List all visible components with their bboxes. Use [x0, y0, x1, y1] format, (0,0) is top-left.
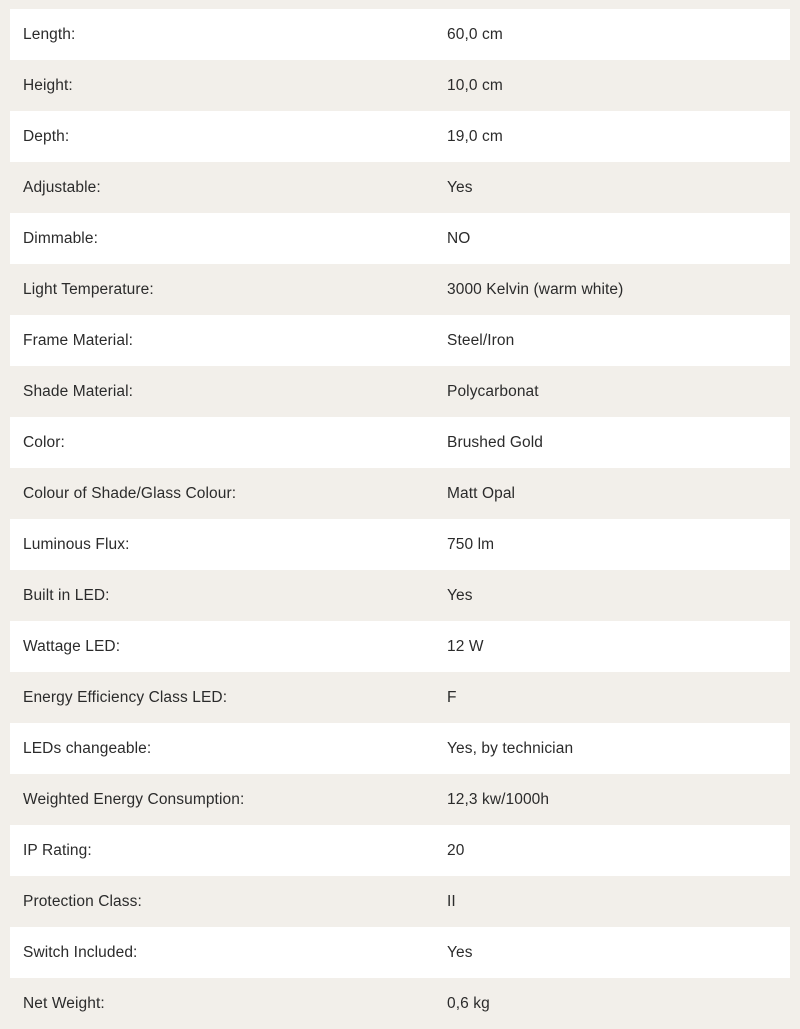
spec-value: II: [447, 892, 456, 910]
spec-row-shade-colour: [10, 468, 790, 519]
spec-label: Net Weight:: [23, 994, 105, 1012]
spec-row-net-weight: [10, 978, 790, 1029]
spec-value: 60,0 cm: [447, 25, 503, 43]
spec-value: 750 lm: [447, 535, 495, 553]
spec-label: Weighted Energy Consumption:: [23, 790, 245, 808]
spec-value: Polycarbonat: [447, 382, 539, 400]
spec-value: 0,6 kg: [447, 994, 490, 1012]
spec-row-length: [10, 9, 790, 60]
spec-table: [10, 9, 790, 1029]
spec-value: 10,0 cm: [447, 76, 503, 94]
spec-label: Switch Included:: [23, 943, 138, 961]
spec-row-light-temperature: [10, 264, 790, 315]
spec-label: IP Rating:: [23, 841, 92, 859]
spec-label: Height:: [23, 76, 73, 94]
spec-row-leds-changeable: [10, 723, 790, 774]
spec-row-height: [10, 60, 790, 111]
spec-label: Light Temperature:: [23, 280, 154, 298]
spec-label: Length:: [23, 25, 76, 43]
spec-label: Dimmable:: [23, 229, 98, 247]
spec-row-switch-included: [10, 927, 790, 978]
spec-value: 19,0 cm: [447, 127, 503, 145]
spec-row-adjustable: [10, 162, 790, 213]
spec-label: Depth:: [23, 127, 70, 145]
spec-row-wattage-led: [10, 621, 790, 672]
spec-value: Brushed Gold: [447, 433, 543, 451]
spec-label: Adjustable:: [23, 178, 101, 196]
spec-label: Wattage LED:: [23, 637, 121, 655]
spec-row-weighted-energy-consumption: [10, 774, 790, 825]
spec-value: 12 W: [447, 637, 484, 655]
spec-value: Yes: [447, 586, 473, 604]
spec-row-dimmable: [10, 213, 790, 264]
spec-label: Colour of Shade/Glass Colour:: [23, 484, 237, 502]
spec-value: 20: [447, 841, 465, 859]
spec-value: Yes: [447, 943, 473, 961]
spec-label: Energy Efficiency Class LED:: [23, 688, 228, 706]
spec-label: LEDs changeable:: [23, 739, 152, 757]
spec-row-protection-class: [10, 876, 790, 927]
spec-row-depth: [10, 111, 790, 162]
spec-value: F: [447, 688, 457, 706]
spec-label: Luminous Flux:: [23, 535, 130, 553]
spec-row-luminous-flux: [10, 519, 790, 570]
spec-row-built-in-led: [10, 570, 790, 621]
spec-value: Yes, by technician: [447, 739, 574, 757]
spec-value: Steel/Iron: [447, 331, 515, 349]
spec-value: NO: [447, 229, 471, 247]
spec-row-color: [10, 417, 790, 468]
spec-row-frame-material: [10, 315, 790, 366]
spec-label: Shade Material:: [23, 382, 134, 400]
spec-label: Protection Class:: [23, 892, 142, 910]
spec-value: 12,3 kw/1000h: [447, 790, 550, 808]
spec-label: Built in LED:: [23, 586, 110, 604]
spec-row-shade-material: [10, 366, 790, 417]
spec-value: Yes: [447, 178, 473, 196]
spec-row-ip-rating: [10, 825, 790, 876]
spec-value: Matt Opal: [447, 484, 516, 502]
spec-label: Color:: [23, 433, 65, 451]
spec-label: Frame Material:: [23, 331, 134, 349]
spec-row-energy-efficiency-class: [10, 672, 790, 723]
spec-value: 3000 Kelvin (warm white): [447, 280, 624, 298]
